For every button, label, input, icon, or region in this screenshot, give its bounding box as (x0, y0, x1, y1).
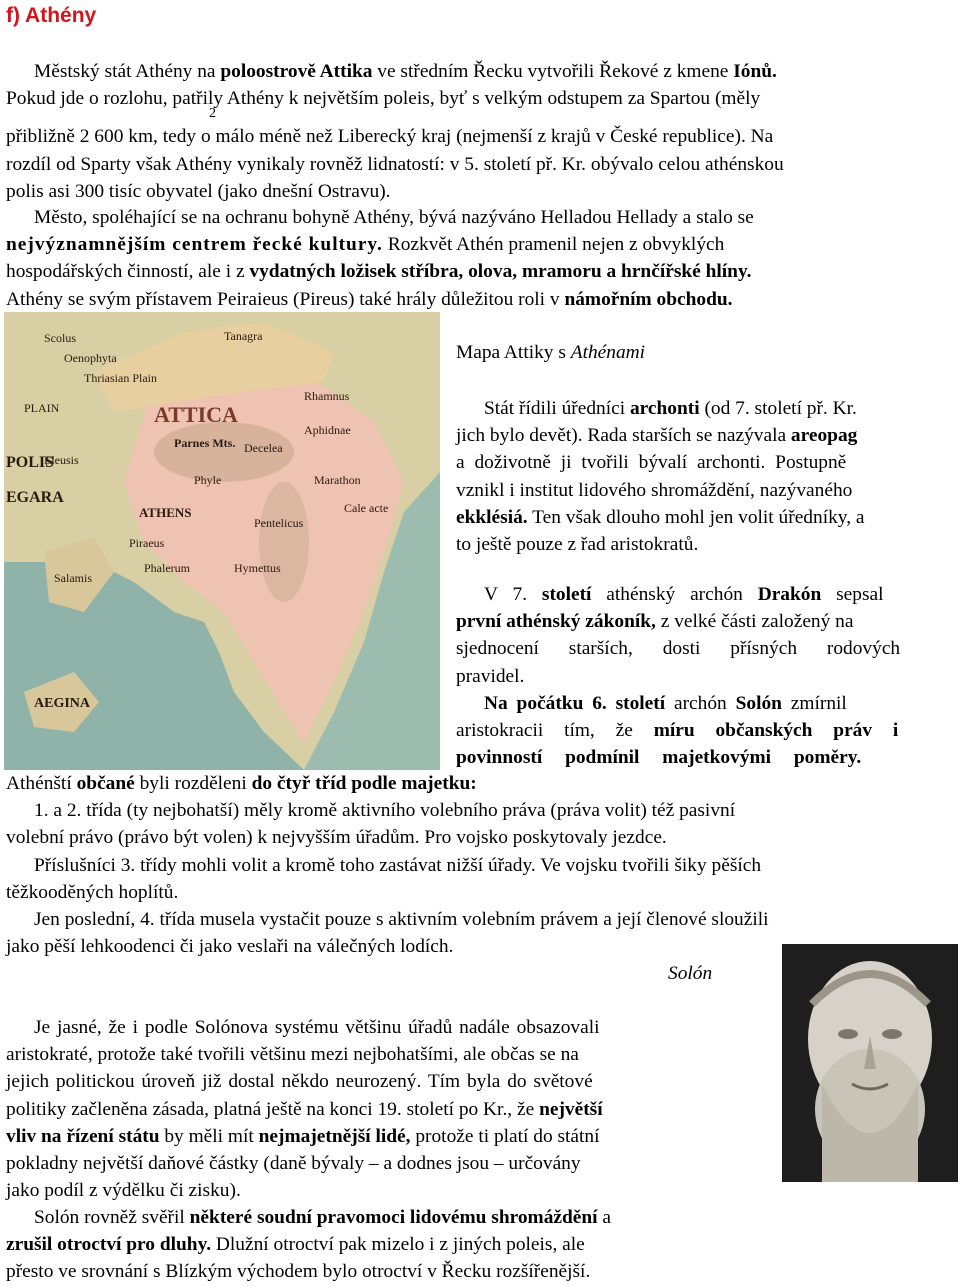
closing-line-5: vliv na řízení státu by měli mít nejmajetnější lidé, protože ti platí do státní (6, 1125, 600, 1147)
superscript-two: 2 (209, 106, 216, 121)
intro-line-3: přibližně 2 600 km, tedy o málo méně než Liberecký kraj (nejmenší z krajů v České republice). Na (6, 126, 774, 148)
class-1-2-line-1: 1. a 2. třída (ty nejbohatší) měly kromě aktivního volebního práva (práva volit) též pasivní (34, 800, 736, 822)
closing-line-7: jako podíl z výdělku či zisku). (6, 1180, 241, 1202)
closing2-line-2: zrušil otroctví pro dluhy. Dlužní otroctví pak mizelo i z jiných poleis, ale (6, 1234, 585, 1256)
closing2-line-3: přesto ve srovnání s Blízkým východem bylo otroctví v Řecku rozšířenější. (6, 1261, 591, 1283)
map-label: Parnes Mts. (174, 436, 236, 450)
map-label: AEGINA (34, 696, 91, 711)
culture-line-2: nejvýznamnějším centrem řecké kultury. Rozkvět Athén pramenil nejen z obvyklých (6, 234, 725, 256)
drakon-paragraph (456, 581, 956, 690)
map-label: Rhamnus (304, 389, 350, 403)
map-label: Pentelicus (254, 516, 304, 530)
intro-line-2: Pokud jde o rozlohu, patřily Athény k největším poleis, byť s velkým odstupem za Spartou (měly (6, 88, 761, 110)
map-label: PLAIN (24, 401, 60, 415)
section-heading: f) Athény (6, 4, 97, 27)
closing-line-3: jejich politickou úroveň již dostal někdo neurozený. Tím byla do světové (6, 1071, 593, 1093)
map-label: Scolus (44, 331, 77, 345)
map-label: POLIS (6, 454, 55, 471)
classes-section (6, 770, 956, 960)
map-label: Decelea (244, 441, 283, 455)
class-3-line-2: těžkooděných hoplítů. (6, 881, 179, 903)
solon-line-2: aristokracii tím, že míru občanských práv i (456, 720, 899, 742)
map-label: ATTICA (154, 402, 238, 427)
archons-line-1: Stát řídili úředníci archonti (od 7. století př. Kr. (484, 398, 857, 419)
map-caption: Mapa Attiky s Athénami (456, 342, 646, 363)
portrait-caption: Solón (668, 963, 713, 984)
map-label: Hymettus (234, 561, 281, 575)
map-label: Phyle (194, 473, 222, 487)
map-label: Oenophyta (64, 351, 117, 365)
closing-paragraph-1 (6, 1014, 740, 1204)
drakon-line-2: první athénský zákoník, z velké části založený na (456, 611, 854, 633)
class-4-line-2: jako pěší lehkoodenci či jako veslaři na válečných lodích. (6, 936, 454, 958)
map-label: Marathon (314, 473, 361, 487)
map-label: Piraeus (129, 536, 165, 550)
archons-paragraph (456, 395, 956, 558)
culture-line-4: Athény se svým přístavem Peiraieus (Pireus) také hrály důležitou roli v námořním obchodu. (6, 288, 733, 310)
culture-line-3: hospodářských činností, ale i z vydatných ložisek stříbra, olova, mramoru a hrnčířské hlíny. (6, 261, 752, 283)
map-label: ATHENS (139, 505, 192, 520)
closing-line-1: Je jasné, že i podle Solónova systému většinu úřadů nadále obsazovali (34, 1017, 600, 1038)
class-4-line-1: Jen poslední, 4. třída musela vystačit pouze s aktivním volebním právem a její členové sloužili (34, 909, 769, 931)
intro-paragraph (6, 58, 956, 205)
map-label: Eleusis (44, 453, 79, 467)
culture-paragraph (6, 204, 956, 313)
class-1-2-line-2: volební právo (právo být volen) k nejvyšším úřadům. Pro vojsko poskytovaly jezdce. (6, 827, 667, 849)
drakon-line-1: V 7. století athénský archón Drakón sepsal (484, 584, 884, 605)
archons-line-4: vznikl i institut lidového shromáždění, nazývaného (456, 479, 853, 501)
map-label: Cale acte (344, 501, 389, 515)
solon-line-1: Na počátku 6. století archón Solón zmírnil (484, 693, 847, 714)
archons-line-3: a doživotně ji tvořili bývalí archonti. Postupně (456, 452, 847, 474)
class-3-line-1: Příslušníci 3. třídy mohli volit a kromě toho zastávat nižší úřady. Ve vojsku tvořili šiky pěších (34, 854, 762, 876)
map-label: Phalerum (144, 561, 190, 575)
map-label: Aphidnae (304, 423, 351, 437)
intro-line-4: rozdíl od Sparty však Athény vynikaly rovněž lidnatostí: v 5. století př. Kr. obývalo celou athénskou (6, 153, 784, 175)
attica-map-image (4, 312, 440, 770)
map-label: Tanagra (224, 329, 263, 343)
intro-line-5: polis asi 300 tisíc obyvatel (jako dnešní Ostravu). (6, 180, 391, 202)
map-label: EGARA (6, 489, 64, 506)
closing-paragraph-2 (6, 1204, 956, 1286)
intro-line-1: Městský stát Athény na poloostrově Attika ve středním Řecku vytvořili Řekové z kmene Iónů. (34, 61, 777, 82)
drakon-line-4: pravidel. (456, 665, 525, 687)
closing-line-6: pokladny největší daňové částky (daně bývaly – a dodnes jsou – určovány (6, 1153, 581, 1175)
solon-paragraph (456, 690, 956, 772)
closing2-line-1: Solón rovněž svěřil některé soudní pravomoci lidovému shromáždění a (34, 1207, 612, 1228)
solon-bust-image (782, 944, 958, 1182)
archons-line-2: jich bylo devět). Rada starších se nazývala areopag (456, 425, 858, 447)
map-label: Salamis (54, 571, 92, 585)
culture-line-1: Město, spoléhající se na ochranu bohyně Athény, bývá nazýváno Helladou Hellady a stalo se (34, 207, 754, 228)
map-label: Thriasian Plain (84, 371, 157, 385)
archons-line-6: to ještě pouze z řad aristokratů. (456, 534, 699, 556)
classes-heading: Athénští občané byli rozděleni do čtyř tříd podle majetku: (6, 773, 477, 794)
closing-line-4: politiky začleněna zásada, platná ještě na konci 19. století po Kr., že největší (6, 1098, 603, 1120)
closing-line-2: aristokraté, protože také tvořili většinu mezi nejbohatšími, ale občas se na (6, 1044, 579, 1066)
archons-line-5: ekklésiá. Ten však dlouho mohl jen volit úředníky, a (456, 506, 865, 528)
solon-line-3: povinností podmínil majetkovými poměry. (456, 747, 862, 769)
drakon-line-3: sjednocení starších, dosti přísných rodových (456, 638, 901, 660)
